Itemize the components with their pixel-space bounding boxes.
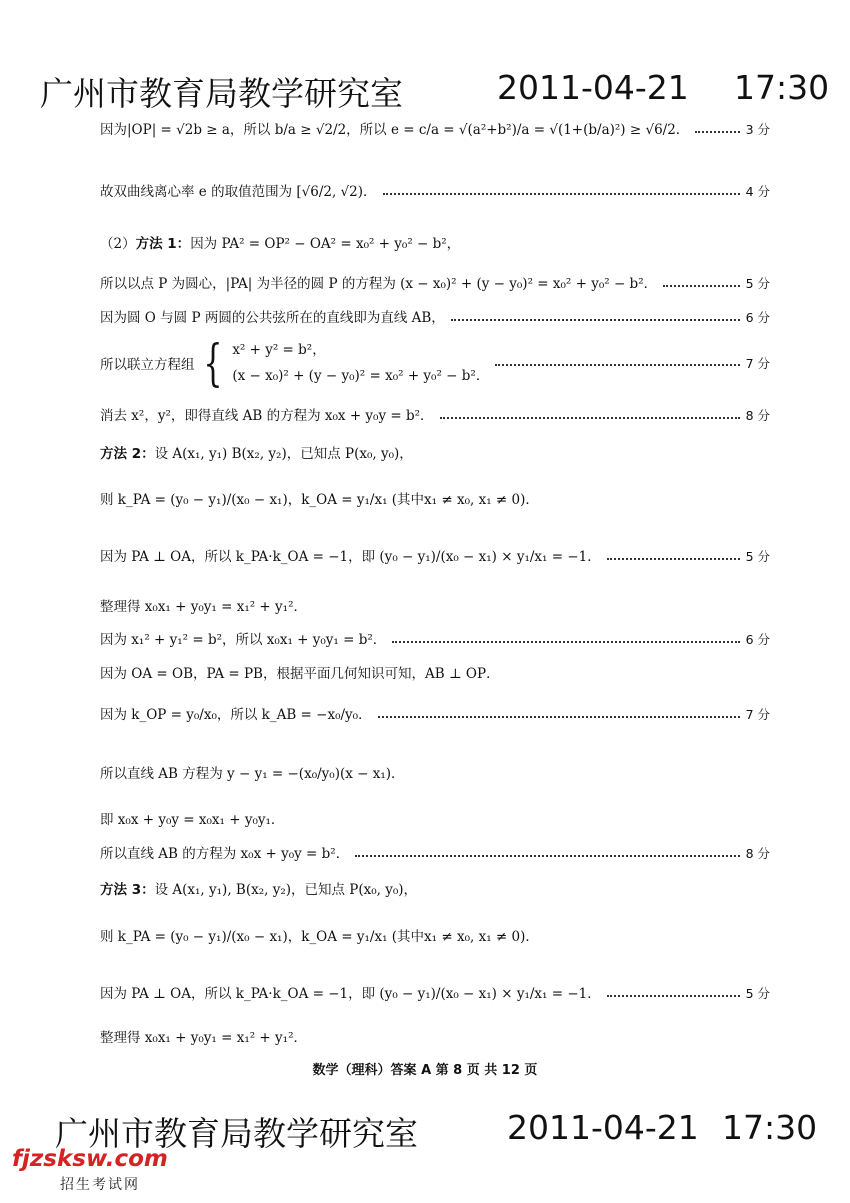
header-org: 广州市教育局教学研究室 [40,74,403,113]
site-watermark-logo [12,1146,182,1196]
answer-line: 因为 x₁² + y₁² = b²，所以 x₀x₁ + y₀y₁ = b²． 6 分 [100,632,770,648]
score-mark: 6 分 [745,632,770,647]
score-mark: 7 分 [745,707,770,722]
answer-line: 方法 2： 设 A(x₁, y₁) B(x₂, y₂)，已知点 P(x₀, y₀)， [100,446,413,462]
header-date: 2011-04-21 [497,68,689,107]
brace-symbol: { [202,334,222,392]
score-mark: 4 分 [745,184,770,199]
answer-line: 所以直线 AB 的方程为 x₀x + y₀y = b²． 8 分 [100,846,770,862]
answer-line: 因为 OA = OB，PA = PB，根据平面几何知识可知，AB ⊥ OP． [100,666,500,682]
answer-line: （2） 方法 1： 因为 PA² = OP² − OA² = x₀² + y₀² − b²， [100,236,461,252]
method-label: 方法 1： [135,236,191,252]
watermark-mark: fjzsksw.com [12,1146,168,1172]
score-mark: 5 分 [745,549,770,564]
equation-system: 所以联立方程组 { x² + y² = b²， (x − x₀)² + (y − y₀)² = x₀² + y₀² − b²． 7 分 [100,334,770,392]
header-date: 2011-04-21 [507,1108,699,1147]
answer-line: 所以直线 AB 方程为 y − y₁ = −(x₀/y₀)(x − x₁)． [100,766,405,782]
answer-line: 则 k_PA = (y₀ − y₁)/(x₀ − x₁)，k_OA = y₁/x₁ (其中x₁ ≠ x₀, x₁ ≠ 0)． [100,492,539,508]
score-mark: 7 分 [745,356,770,371]
answer-line: 因为圆 O 与圆 P 两圆的公共弦所在的直线即为直线 AB， 6 分 [100,310,770,326]
method-label: 方法 3： [100,882,155,898]
score-mark: 5 分 [745,986,770,1001]
page-header-top [0,68,850,114]
answer-line: 故双曲线离心率 e 的取值范围为 [√6/2, √2)． 4 分 [100,184,770,200]
answer-line: 方法 3： 设 A(x₁, y₁), B(x₂, y₂)，已知点 P(x₀, y₀)， [100,882,418,898]
header-org: 广州市教育局教学研究室 [55,1114,418,1153]
header-time: 17:30 [734,68,830,107]
page-footer: 数学（理科）答案 A 第 8 页 共 12 页 [312,1063,538,1078]
answer-line: 即 x₀x + y₀y = x₀x₁ + y₀y₁． [100,812,285,828]
answer-line: 整理得 x₀x₁ + y₀y₁ = x₁² + y₁²． [100,1030,307,1046]
method-label: 方法 2： [100,446,155,462]
answer-line: 消去 x²，y²，即得直线 AB 的方程为 x₀x + y₀y = b²． 8 分 [100,408,770,424]
score-mark: 5 分 [745,276,770,291]
score-mark: 8 分 [745,408,770,423]
score-mark: 6 分 [745,310,770,325]
score-mark: 3 分 [745,122,770,137]
answer-line: 整理得 x₀x₁ + y₀y₁ = x₁² + y₁²． [100,599,307,615]
answer-line: 因为 PA ⊥ OA，所以 k_PA·k_OA = −1，即 (y₀ − y₁)/(x₀ − x₁) × y₁/x₁ = −1． 5 分 [100,549,770,565]
answer-line: 因为 PA ⊥ OA，所以 k_PA·k_OA = −1，即 (y₀ − y₁)/(x₀ − x₁) × y₁/x₁ = −1． 5 分 [100,986,770,1002]
answer-line: 因为|OP| = √2b ≥ a，所以 b/a ≥ √2/2，所以 e = c/a = √(a²+b²)/a = √(1+(b/a)²) ≥ √6/2． 3 分 [100,122,770,138]
answer-line: 则 k_PA = (y₀ − y₁)/(x₀ − x₁)，k_OA = y₁/x₁ (其中x₁ ≠ x₀, x₁ ≠ 0)． [100,929,539,945]
score-mark: 8 分 [745,846,770,861]
watermark-tag: 招生考试网 [60,1177,140,1193]
answer-line: 所以以点 P 为圆心，|PA| 为半径的圆 P 的方程为 (x − x₀)² + (y − y₀)² = x₀² + y₀² − b²． 5 分 [100,276,770,292]
header-time: 17:30 [722,1108,818,1147]
answer-line: 因为 k_OP = y₀/x₀，所以 k_AB = −x₀/y₀． 7 分 [100,707,770,723]
